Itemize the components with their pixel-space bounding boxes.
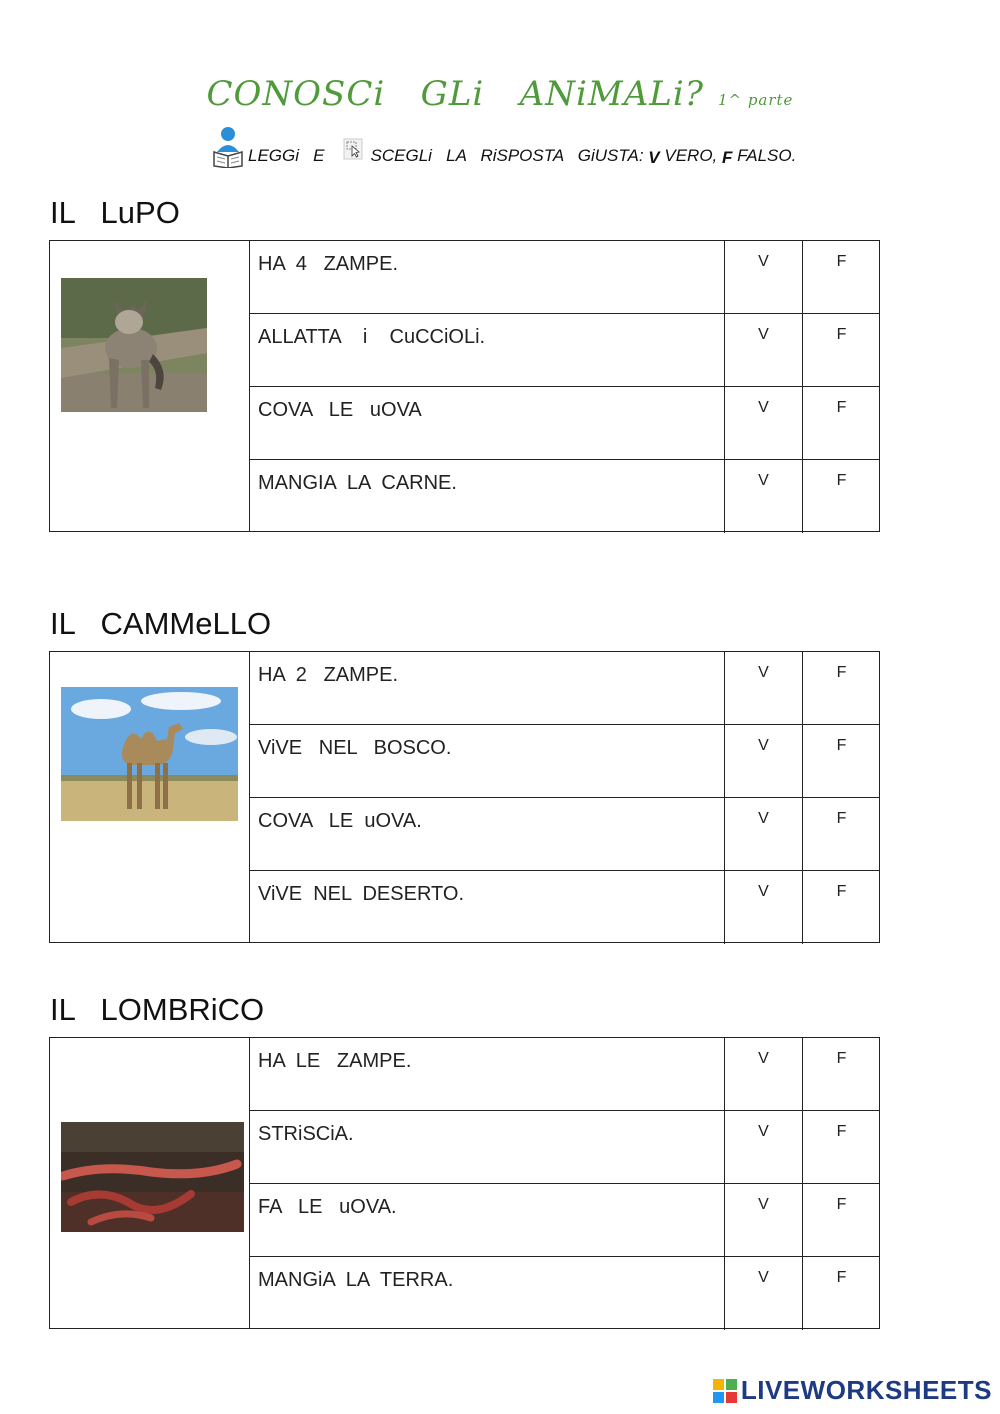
question-row	[250, 725, 879, 798]
question-row	[250, 652, 879, 725]
instruction-v-letter: V	[648, 148, 660, 167]
question-row	[250, 241, 879, 314]
question-row	[250, 1038, 879, 1111]
true-option[interactable]: V	[724, 798, 802, 870]
instruction-choose: SCEGLi LA RiSPOSTA GiUSTA:	[370, 146, 644, 165]
question-text: HA LE ZAMPE.	[258, 1050, 412, 1072]
question-text: HA 4 ZAMPE.	[258, 253, 399, 275]
true-option[interactable]: V	[724, 460, 802, 533]
section-title-lombrico: IL LOMBRiCO	[50, 992, 265, 1027]
question-text: ViVE NEL DESERTO.	[258, 883, 465, 905]
instruction-f-word: FALSO.	[737, 146, 797, 165]
false-option[interactable]: F	[802, 798, 880, 870]
false-option[interactable]: F	[802, 1038, 880, 1110]
table-lupo	[49, 240, 880, 532]
true-option[interactable]: V	[724, 1038, 802, 1110]
question-text: ALLATTA i CuCCiOLi.	[258, 326, 486, 348]
question-row	[250, 798, 879, 871]
true-option[interactable]: V	[724, 1257, 802, 1330]
instruction-read: LEGGi E	[248, 146, 325, 165]
question-row	[250, 314, 879, 387]
cursor-click-icon	[343, 138, 363, 160]
true-option[interactable]: V	[724, 387, 802, 459]
reader-icon	[212, 126, 244, 168]
table-lombrico	[49, 1037, 880, 1329]
true-option[interactable]: V	[724, 652, 802, 724]
true-option[interactable]: V	[724, 1184, 802, 1256]
image-cell	[50, 652, 250, 942]
section-title-cammello: IL CAMMeLLO	[50, 606, 272, 641]
true-option[interactable]: V	[724, 725, 802, 797]
question-row	[250, 871, 879, 944]
question-row	[250, 1184, 879, 1257]
worksheet-title: CONOSCi GLi ANiMALi? 1^ parte	[206, 74, 794, 114]
question-text: ViVE NEL BOSCO.	[258, 737, 452, 759]
false-option[interactable]: F	[802, 460, 880, 533]
true-option[interactable]: V	[724, 1111, 802, 1183]
false-option[interactable]: F	[802, 387, 880, 459]
wolf-photo	[61, 278, 207, 412]
true-option[interactable]: V	[724, 241, 802, 313]
false-option[interactable]: F	[802, 241, 880, 313]
false-option[interactable]: F	[802, 1111, 880, 1183]
image-cell	[50, 241, 250, 531]
instruction-v-word: VERO,	[664, 146, 718, 165]
question-row	[250, 1111, 879, 1184]
liveworksheets-logo	[713, 1375, 992, 1406]
question-row	[250, 387, 879, 460]
question-text: STRiSCiA.	[258, 1123, 354, 1145]
false-option[interactable]: F	[802, 652, 880, 724]
question-text: HA 2 ZAMPE.	[258, 664, 399, 686]
false-option[interactable]: F	[802, 1257, 880, 1330]
false-option[interactable]: F	[802, 314, 880, 386]
camel-photo	[61, 687, 238, 821]
question-row	[250, 460, 879, 533]
question-text: FA LE uOVA.	[258, 1196, 397, 1218]
false-option[interactable]: F	[802, 725, 880, 797]
question-text: COVA LE uOVA.	[258, 810, 422, 832]
false-option[interactable]: F	[802, 871, 880, 944]
footer-brand: LIVEWORKSHEETS	[740, 1375, 992, 1405]
question-text: MANGiA LA TERRA.	[258, 1269, 454, 1291]
instructions	[212, 124, 796, 168]
title-part: 1^ parte	[717, 91, 794, 109]
instruction-f-letter: F	[722, 148, 733, 167]
earthworm-photo	[61, 1122, 244, 1232]
liveworksheets-logo-icon	[713, 1379, 737, 1403]
false-option[interactable]: F	[802, 1184, 880, 1256]
true-option[interactable]: V	[724, 871, 802, 944]
image-cell	[50, 1038, 250, 1328]
question-row	[250, 1257, 879, 1330]
section-title-lupo: IL LuPO	[50, 195, 180, 230]
true-option[interactable]: V	[724, 314, 802, 386]
question-text: COVA LE uOVA	[258, 399, 422, 421]
question-text: MANGIA LA CARNE.	[258, 472, 457, 494]
table-cammello	[49, 651, 880, 943]
